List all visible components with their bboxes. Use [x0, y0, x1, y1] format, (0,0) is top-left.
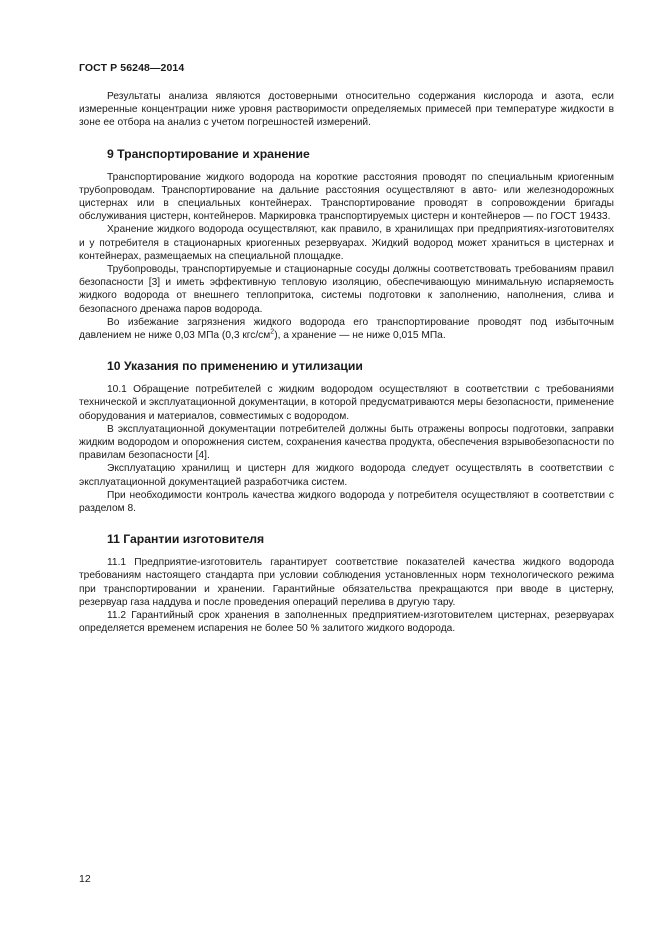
section-11-paragraph-1: 11.1 Предприятие-изготовитель гарантирует соответствие показателей качества жидкого водорода требованиям настоящего стандарта при условии соблюдения установленных норм технологического режима при транспортировании и хранении. Гарантийные обязательства прекращаются при вводе в цистерну, резервуар газа наддува и после проведения операций перелива в другую тару. [79, 557, 614, 608]
section-10-paragraph-3: Эксплуатацию хранилищ и цистерн для жидкого водорода следует осуществлять в соответствии с эксплуатационной документацией разработчика систем. [79, 463, 614, 488]
section-10-paragraph-2: В эксплуатационной документации потребителей должны быть отражены вопросы подготовки, заправки жидким водородом и опорожнения систем, сохранения качества продукта, обеспечения взрывобезопасности по правилам безопасности [4]. [79, 423, 614, 462]
section-9-paragraph-4 [79, 316, 614, 342]
pressure-text-end: ), а хранение — не ниже 0,015 МПа. [274, 330, 446, 342]
page-content [79, 90, 614, 636]
pressure-text-start: Во избежание загрязнения жидкого водорода его транспортирование проводят под избыточным давлением не ниже 0,03 МПа (0,3 кгс/см [79, 316, 614, 342]
section-9-paragraph-2: Хранение жидкого водорода осуществляют, как правило, в хранилищах при предприятиях-изготовителях и у потребителя в стационарных криогенных резервуарах. Жидкий водород может храниться в цистернах и контейнерах, размещаемых на специальной площадке. [79, 224, 614, 262]
superscript-2: 2 [270, 328, 275, 336]
section-9-paragraph-1: Транспортирование жидкого водорода на короткие расстояния проводят по специальным криогенным трубопроводам. Транспортирование на дальние расстояния осуществляют в авто- или железнодорожных цистернах или в специальных контейнерах. Транспортирование проводят в сопровождении бригады обслуживания цистерн, контейнеров. Маркировка транспортируемых цистерн и контейнеров — по ГОСТ 19433. [79, 171, 614, 223]
section-11-paragraph-2: 11.2 Гарантийный срок хранения в заполненных предприятием-изготовителем цистернах, резервуарах определяется временем испарения не более 50 % залитого жидкого водорода. [79, 610, 614, 635]
section-11-heading: 11 Гарантии изготовителя [107, 532, 265, 547]
section-10-heading: 10 Указания по применению и утилизации [107, 359, 363, 374]
section-10-paragraph-4: При необходимости контроль качества жидкого водорода у потребителя осуществляют в соответствии с разделом 8. [79, 489, 614, 515]
section-9-heading: 9 Транспортирование и хранение [107, 146, 310, 161]
section-10-paragraph-1: 10.1 Обращение потребителей с жидким водородом осуществляют в соответствии с требованиями технической и эксплуатационной документации, в которой предусматриваются меры безопасности, применение оборудования и материалов, совместимых с водородом. [79, 384, 614, 422]
section-9-paragraph-3: Трубопроводы, транспортируемые и стационарные сосуды должны соответствовать требованиям правил безопасности [3] и иметь эффективную тепловую изоляцию, обеспечивающую минимальную испаряемость жидкого водорода от внешнего теплопритока, системы подготовки к заполнению, наполнения, слива и безопасного дренажа паров водорода. [79, 264, 614, 315]
document-id-header: ГОСТ Р 56248—2014 [79, 62, 185, 74]
page-number: 12 [79, 873, 91, 885]
intro-paragraph: Результаты анализа являются достоверными относительно содержания кислорода и азота, если измеренные концентрации ниже уровня растворимости определяемых примесей при температуре жидкости в зоне ее отбора на анализ с учетом погрешностей измерений. [79, 91, 614, 129]
